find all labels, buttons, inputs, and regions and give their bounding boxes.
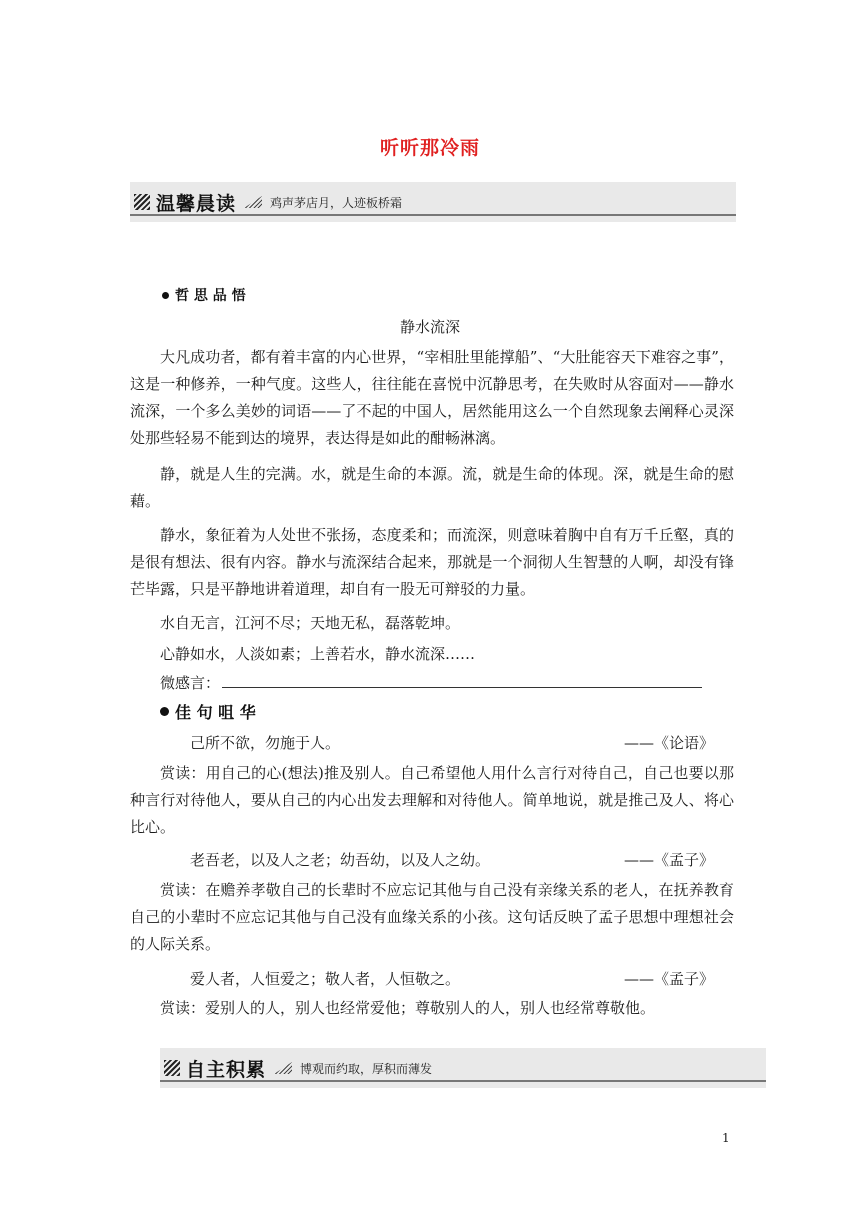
quote-comment: 赏读：在赡养孝敬自己的长辈时不应忘记其他与自己没有亲缘关系的老人，在抚养教育自己的小辈时不应忘记其他与自己没有血缘关系的小孩。这句话反映了孟子思想中理想社会的人际关系。 <box>130 881 734 953</box>
essay-title: 静水流深 <box>399 318 460 336</box>
quote-source: ——《孟子》 <box>623 970 714 988</box>
banner-rule <box>130 214 736 216</box>
quote-source: ——《孟子》 <box>623 851 714 869</box>
paragraph: 大凡成功者，都有着丰富的内心世界，“宰相肚里能撑船”、“大肚能容天下难容之事”，这是一种修养，一种气度。这些人，往往能在喜悦中沉静思考，在失败时从容面对——静水流深，一个多么美妙的词语——了不起的中国人，居然能用这么一个自然现象去阐释心灵深处那些轻易不能到达的境界，表达得是如此的酣畅淋漓。 <box>130 348 734 447</box>
section-heading-philosophy <box>162 285 246 305</box>
reflection-label: 微感言： <box>160 674 221 692</box>
bullet-icon <box>162 292 169 299</box>
verse-line: 心静如水，人淡如素；上善若水，静水流深…… <box>160 645 476 663</box>
quote-source: ——《论语》 <box>623 734 714 752</box>
section-heading-text: 佳 句 咀 华 <box>175 703 256 722</box>
banner-subtitle: 鸡声茅店月，人迹板桥霜 <box>270 195 403 210</box>
paragraph: 静，就是人生的完满。水，就是生命的本源。流，就是生命的体现。深，就是生命的慰藉。 <box>130 465 734 510</box>
banner-subtitle: 博观而约取，厚积而薄发 <box>300 1061 433 1076</box>
banner-morning-reading <box>130 182 736 222</box>
banner-name: 自主积累 <box>186 1058 267 1081</box>
banner-name: 温馨晨读 <box>156 192 237 215</box>
page-number: 1 <box>722 1131 730 1145</box>
stripe-icon <box>164 1060 180 1076</box>
quote-comment: 赏读：爱别人的人，别人也经常爱他；尊敬别人的人，别人也经常尊敬他。 <box>160 999 656 1017</box>
section-heading-quotes <box>160 700 256 723</box>
quote-text: 老吾老，以及人之老；幼吾幼，以及人之幼。 <box>190 851 491 869</box>
paragraph: 静水，象征着为人处世不张扬，态度柔和；而流深，则意味着胸中自有万千丘壑，真的是很有想法、很有内容。静水与流深结合起来，那就是一个洞彻人生智慧的人啊，却没有锋芒毕露，只是平静地讲着道理，却自有一股无可辩驳的力量。 <box>130 526 734 598</box>
quote-text: 爱人者，人恒爱之；敬人者，人恒敬之。 <box>190 970 461 988</box>
triangle-icon <box>274 1062 292 1074</box>
reflection-row <box>160 672 702 693</box>
quote-text: 己所不欲，勿施于人。 <box>190 734 341 752</box>
banner-rule <box>160 1080 766 1082</box>
reflection-blank[interactable] <box>222 673 702 688</box>
quote-comment: 赏读：用自己的心(想法)推及别人。自己希望他人用什么言行对待自己，自己也要以那种言行对待他人，要从自己的内心出发去理解和对待他人。简单地说，就是推己及人、将心比心。 <box>130 764 734 836</box>
bullet-icon <box>160 707 169 716</box>
page-title: 听听那冷雨 <box>379 137 480 159</box>
triangle-icon <box>244 196 262 208</box>
section-heading-text: 哲 思 品 悟 <box>175 288 246 304</box>
banner-self-accumulation <box>160 1048 766 1088</box>
stripe-icon <box>134 194 150 210</box>
verse-line: 水自无言，江河不尽；天地无私，磊落乾坤。 <box>160 614 461 632</box>
